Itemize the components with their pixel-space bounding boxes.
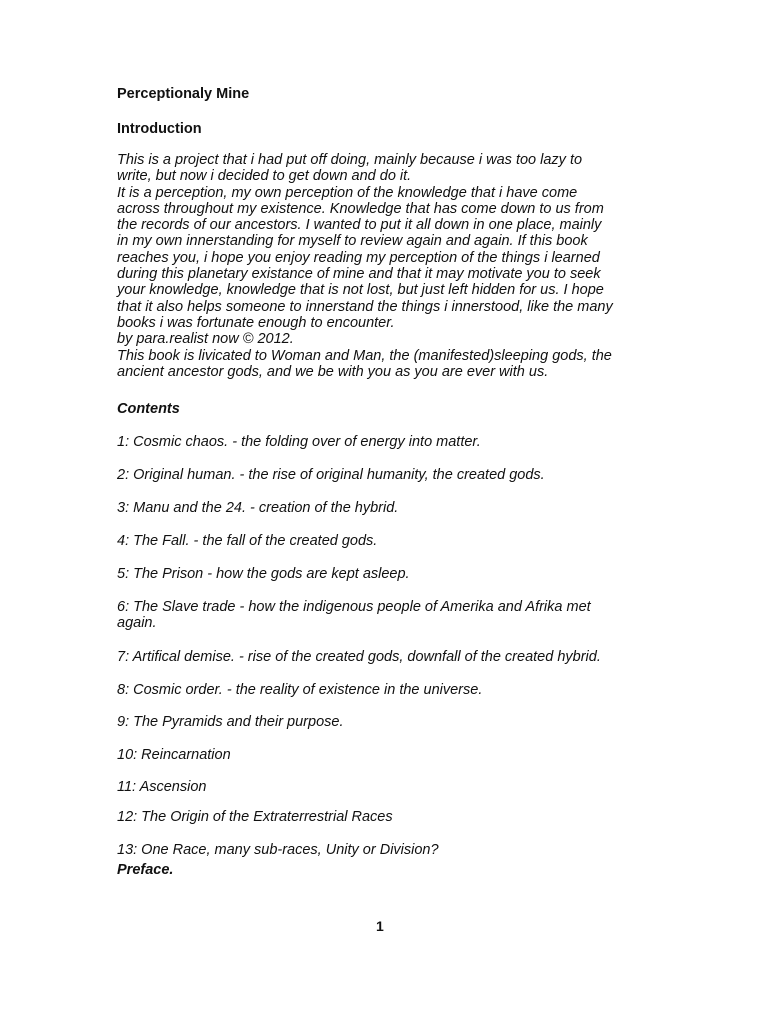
toc-item: 12: The Origin of the Extraterrestrial Races bbox=[117, 809, 393, 825]
introduction-line: your knowledge, knowledge that is not lost, but just left hidden for us. I hope bbox=[117, 282, 604, 299]
introduction-line: reaches you, i hope you enjoy reading my perception of the things i learned bbox=[117, 249, 600, 266]
toc-item: 7: Artifical demise. - rise of the created gods, downfall of the created hybrid. bbox=[117, 649, 601, 665]
toc-item-continuation: again. bbox=[117, 615, 157, 631]
toc-item: 10: Reincarnation bbox=[117, 747, 231, 763]
introduction-line: across throughout my existence. Knowledge that has come down to us from bbox=[117, 200, 604, 217]
introduction-line: by para.realist now © 2012. bbox=[117, 331, 294, 348]
introduction-line: It is a perception, my own perception of the knowledge that i have come bbox=[117, 184, 578, 201]
introduction-line: This book is livicated to Woman and Man, the (manifested)sleeping gods, the bbox=[117, 347, 612, 364]
introduction-line: in my own innerstanding for myself to review again and again. If this book bbox=[117, 233, 588, 250]
document-title: Perceptionaly Mine bbox=[117, 86, 250, 102]
introduction-line: that it also helps someone to innerstand the things i innerstood, like the many bbox=[117, 298, 613, 315]
toc-item: 9: The Pyramids and their purpose. bbox=[117, 714, 344, 730]
introduction-heading: Introduction bbox=[117, 121, 202, 137]
page-number: 1 bbox=[376, 918, 384, 934]
toc-item: 11: Ascension bbox=[117, 779, 207, 795]
introduction-line: books i was fortunate enough to encounter. bbox=[117, 314, 395, 331]
introduction-line: during this planetary existance of mine and that it may motivate you to seek bbox=[117, 266, 601, 283]
introduction-line: ancient ancestor gods, and we be with you as you are ever with us. bbox=[117, 363, 549, 380]
introduction-line: the records of our ancestors. I wanted to put it all down in one place, mainly bbox=[117, 217, 602, 234]
introduction-line: This is a project that i had put off doing, mainly because i was too lazy to bbox=[117, 152, 583, 168]
introduction-text bbox=[117, 152, 657, 380]
toc-item: 4: The Fall. - the fall of the created gods. bbox=[117, 533, 378, 549]
toc-item: 5: The Prison - how the gods are kept asleep. bbox=[117, 566, 410, 582]
contents-heading: Contents bbox=[117, 401, 180, 417]
toc-item: 8: Cosmic order. - the reality of existence in the universe. bbox=[117, 682, 483, 698]
preface-heading: Preface. bbox=[117, 862, 174, 878]
toc-item: 13: One Race, many sub-races, Unity or Division? bbox=[117, 842, 439, 858]
toc-item: 2: Original human. - the rise of original humanity, the created gods. bbox=[117, 467, 545, 483]
toc-item: 6: The Slave trade - how the indigenous people of Amerika and Afrika met bbox=[117, 599, 591, 615]
toc-item: 1: Cosmic chaos. - the folding over of energy into matter. bbox=[117, 434, 481, 450]
introduction-line: write, but now i decided to get down and do it. bbox=[117, 168, 412, 185]
toc-item: 3: Manu and the 24. - creation of the hybrid. bbox=[117, 500, 399, 516]
